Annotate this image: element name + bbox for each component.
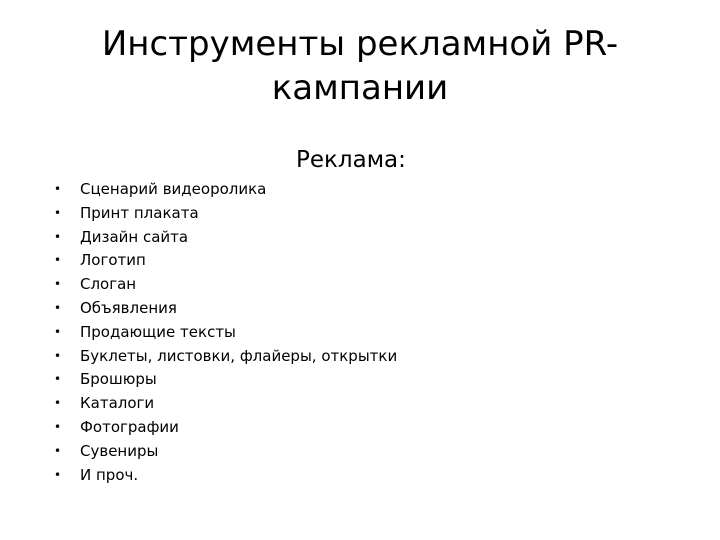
title-line-1: Инструменты рекламной PR-	[101, 24, 619, 64]
bullet-icon: •	[54, 443, 62, 458]
list-item	[54, 321, 397, 345]
list-item	[54, 249, 397, 273]
list-item-text: Продающие тексты	[80, 322, 236, 341]
bullet-icon: •	[54, 229, 62, 244]
list-item	[54, 226, 397, 250]
list-item-text: Объявления	[80, 298, 177, 317]
list-item-text: Сценарий видеоролика	[80, 180, 267, 198]
list-item	[54, 392, 397, 416]
bullet-icon: •	[54, 372, 62, 387]
list-item-text: Брошюры	[80, 370, 157, 389]
list-item-text: И проч.	[80, 465, 139, 484]
bullet-list	[54, 178, 397, 487]
list-item	[54, 273, 397, 297]
bullet-icon: •	[54, 205, 62, 220]
list-item	[54, 178, 397, 202]
bullet-icon: •	[54, 277, 62, 292]
list-item-text: Фотографии	[80, 417, 179, 436]
list-item-text: Слоган	[80, 275, 137, 294]
list-item	[54, 202, 397, 226]
bullet-icon: •	[54, 324, 62, 339]
slide-title	[60, 22, 660, 110]
title-line-2: кампании	[271, 68, 449, 108]
bullet-icon: •	[54, 253, 62, 268]
list-item-text: Дизайн сайта	[80, 227, 189, 246]
list-item-text: Логотип	[80, 251, 146, 270]
list-item	[54, 297, 397, 321]
list-item	[54, 464, 397, 488]
list-item	[54, 368, 397, 392]
bullet-icon: •	[54, 467, 62, 482]
list-item	[54, 416, 397, 440]
list-item-text: Сувениры	[80, 441, 159, 460]
bullet-icon: •	[54, 348, 62, 363]
list-item-text: Принт плаката	[80, 203, 199, 222]
list-item	[54, 345, 397, 369]
bullet-icon: •	[54, 419, 62, 434]
list-item-text: Буклеты, листовки, флайеры, открытки	[80, 346, 398, 365]
list-item	[54, 440, 397, 464]
bullet-icon: •	[54, 396, 62, 411]
list-item-text: Каталоги	[80, 394, 155, 413]
bullet-icon: •	[54, 300, 62, 315]
section-subtitle: Реклама:	[296, 147, 406, 173]
bullet-icon: •	[54, 182, 62, 196]
